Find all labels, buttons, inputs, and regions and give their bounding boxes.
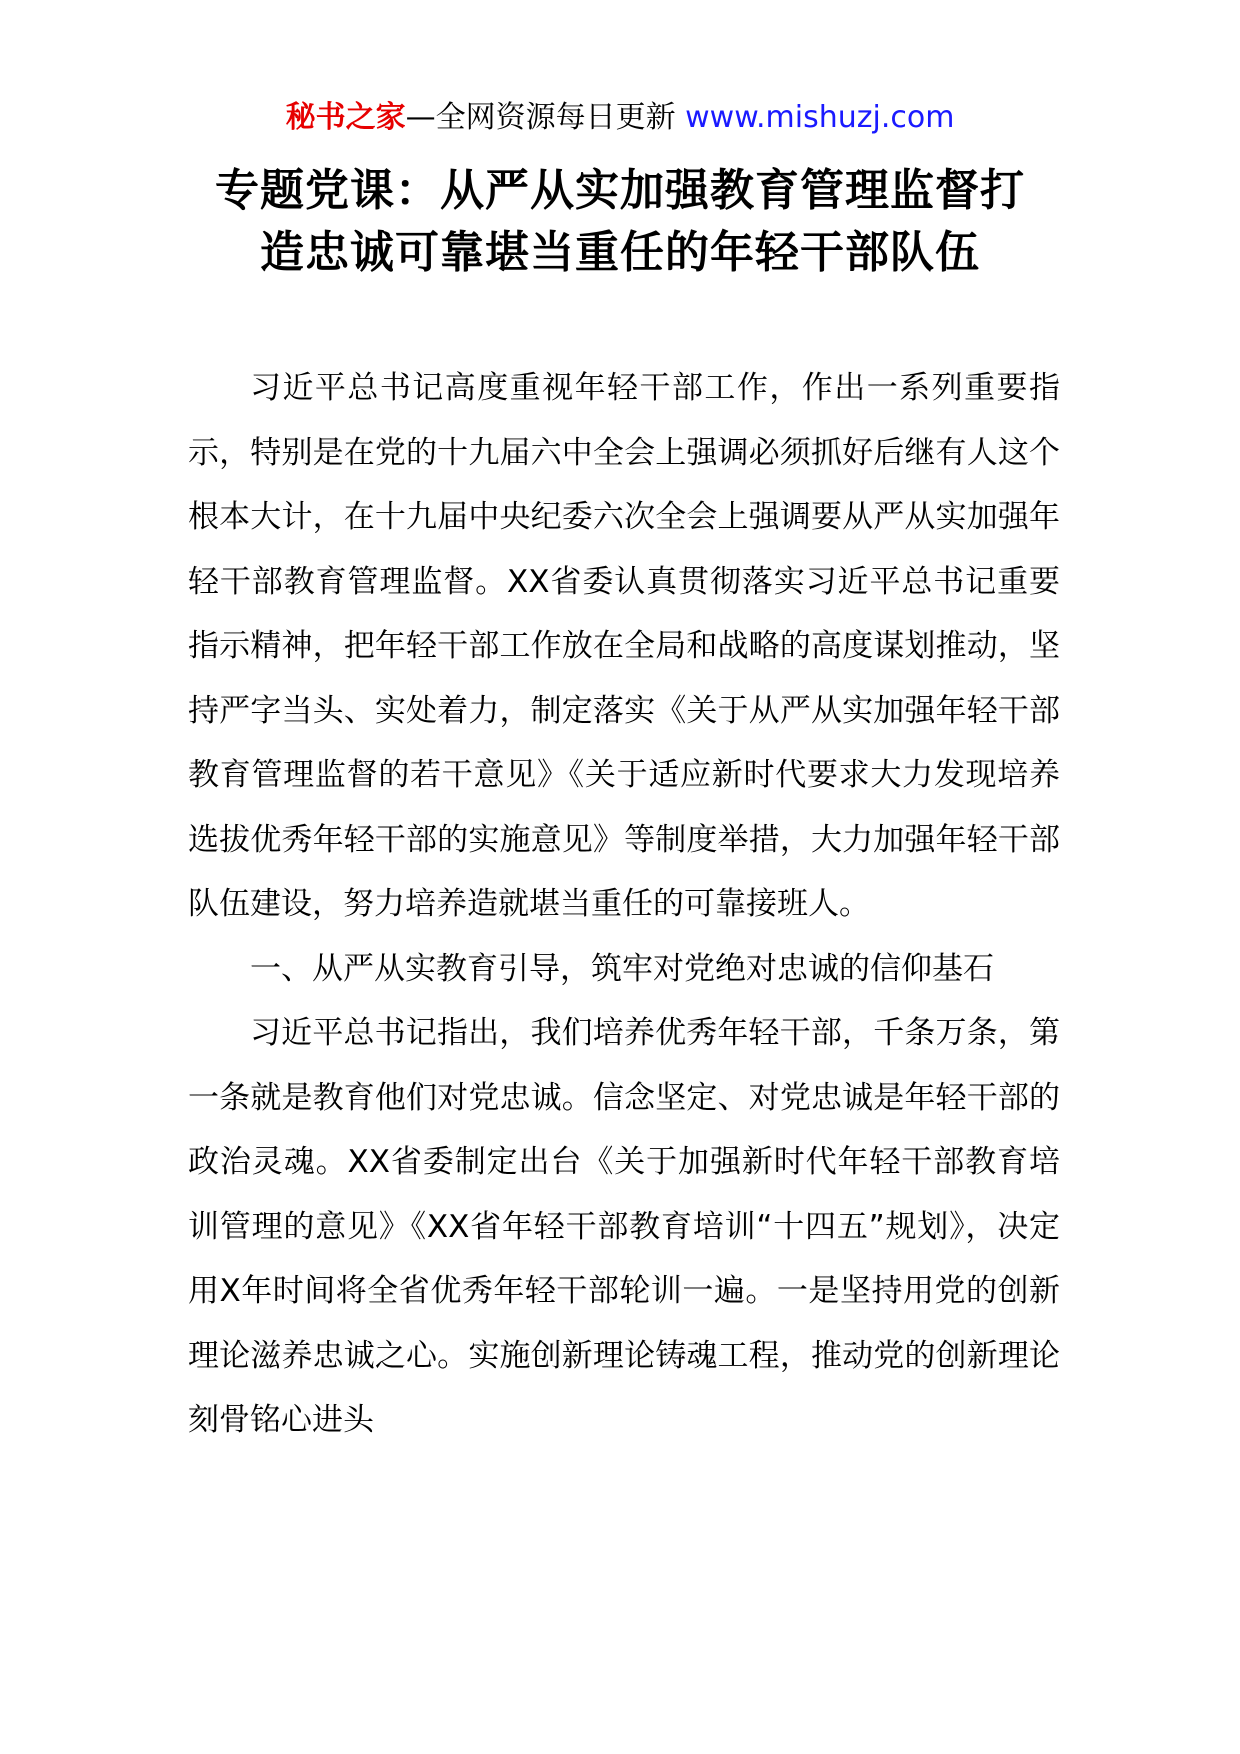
title-line-1: 专题党课：从严从实加强教育管理监督打 — [215, 165, 1025, 216]
section-heading: 一、从严从实教育引导，筑牢对党绝对忠诚的信仰基石 — [250, 950, 994, 987]
document-body — [188, 356, 1060, 1453]
header-slogan: —全网资源每日更新 — [405, 100, 676, 135]
body-paragraph: 习近平总书记高度重视年轻干部工作，作出一系列重要指示，特别是在党的十九届六中全会上强调必须抓好后继有人这个根本大计，在十九届中央纪委六次全会上强调要从严从实加强年轻干部教育管理监督。XX省委认真贯彻落实习近平总书记重要指示精神，把年轻干部工作放在全局和战略的高度谋划推动，坚持严字当头、实处着力，制定落实《关于从严从实加强年轻干部教育管理监督的若干意见》《关于适应新时代要求大力发现培养选拔优秀年轻干部的实施意见》等制度举措，大力加强年轻干部队伍建设，努力培养造就堪当重任的可靠接班人。 — [188, 370, 1060, 922]
brand-name: 秘书之家 — [285, 100, 406, 135]
title-line-2: 造忠诚可靠堪当重任的年轻干部队伍 — [260, 227, 980, 278]
body-paragraph: 习近平总书记指出，我们培养优秀年轻干部，千条万条，第一条就是教育他们对党忠诚。信念坚定、对党忠诚是年轻干部的政治灵魂。XX省委制定出台《关于加强新时代年轻干部教育培训管理的意见》《XX省年轻干部教育培训“十四五”规划》，决定用X年时间将全省优秀年轻干部轮训一遍。一是坚持用党的创新理论滋养忠诚之心。实施创新理论铸魂工程，推动党的创新理论刻骨铭心进头 — [188, 1015, 1060, 1438]
site-header — [0, 98, 1240, 138]
document-title — [180, 160, 1060, 284]
site-url[interactable]: www.mishuzj.com — [685, 100, 955, 135]
